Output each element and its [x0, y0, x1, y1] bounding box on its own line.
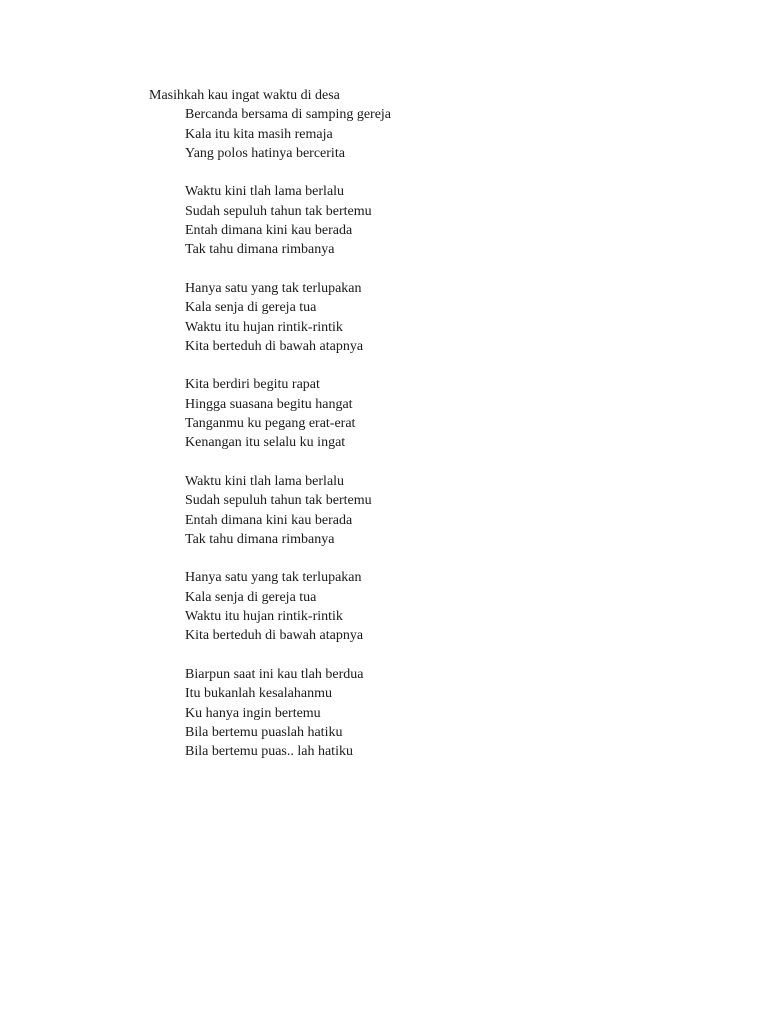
lyric-line: Masihkah kau ingat waktu di desa — [149, 88, 340, 103]
lyric-line: Ku hanya ingin bertemu — [185, 705, 321, 721]
lyric-line: Kala senja di gereja tua — [185, 300, 317, 316]
stanza — [149, 472, 709, 549]
lyric-line: Tak tahu dimana rimbanya — [185, 531, 335, 547]
lyrics-body — [149, 86, 709, 761]
lyric-line: Bercanda bersama di samping gereja — [185, 107, 392, 123]
lyric-line: Hingga suasana begitu hangat — [185, 396, 353, 412]
stanza — [149, 182, 709, 259]
lyric-line: Kita berteduh di bawah atapnya — [185, 338, 364, 354]
stanza-gap — [149, 163, 709, 182]
lyric-line: Waktu kini tlah lama berlalu — [185, 473, 345, 489]
lyric-line: Kenangan itu selalu ku ingat — [185, 435, 346, 451]
stanza-gap — [149, 260, 709, 279]
lyric-line: Itu bukanlah kesalahanmu — [185, 686, 332, 702]
lyric-line: Kala itu kita masih remaja — [185, 126, 333, 142]
lyric-line: Tanganmu ku pegang erat-erat — [185, 416, 356, 432]
stanza — [149, 86, 709, 163]
stanza — [149, 279, 709, 356]
lyric-line: Bila bertemu puaslah hatiku — [185, 724, 343, 740]
lyric-line: Yang polos hatinya bercerita — [185, 145, 345, 161]
stanza-gap — [149, 356, 709, 375]
lyric-line: Sudah sepuluh tahun tak bertemu — [185, 493, 372, 509]
lyric-line: Kita berteduh di bawah atapnya — [185, 628, 364, 644]
lyric-line: Kita berdiri begitu rapat — [185, 377, 320, 393]
stanza — [149, 375, 709, 452]
stanza-gap — [149, 453, 709, 472]
lyric-line: Entah dimana kini kau berada — [185, 223, 353, 239]
lyric-line: Hanya satu yang tak terlupakan — [185, 570, 362, 586]
lyric-line: Hanya satu yang tak terlupakan — [185, 280, 362, 296]
lyric-line: Biarpun saat ini kau tlah berdua — [185, 666, 364, 682]
lyric-line: Bila bertemu puas.. lah hatiku — [185, 744, 353, 760]
lyric-line: Kala senja di gereja tua — [185, 589, 317, 605]
stanza-gap — [149, 646, 709, 665]
lyric-line: Tak tahu dimana rimbanya — [185, 242, 335, 258]
lyric-line: Waktu itu hujan rintik-rintik — [185, 609, 343, 625]
stanza — [149, 665, 709, 761]
lyric-line: Waktu kini tlah lama berlalu — [185, 184, 345, 200]
lyric-line: Sudah sepuluh tahun tak bertemu — [185, 203, 372, 219]
lyric-line: Waktu itu hujan rintik-rintik — [185, 319, 343, 335]
stanza — [149, 568, 709, 645]
lyric-line: Entah dimana kini kau berada — [185, 512, 353, 528]
stanza-gap — [149, 549, 709, 568]
